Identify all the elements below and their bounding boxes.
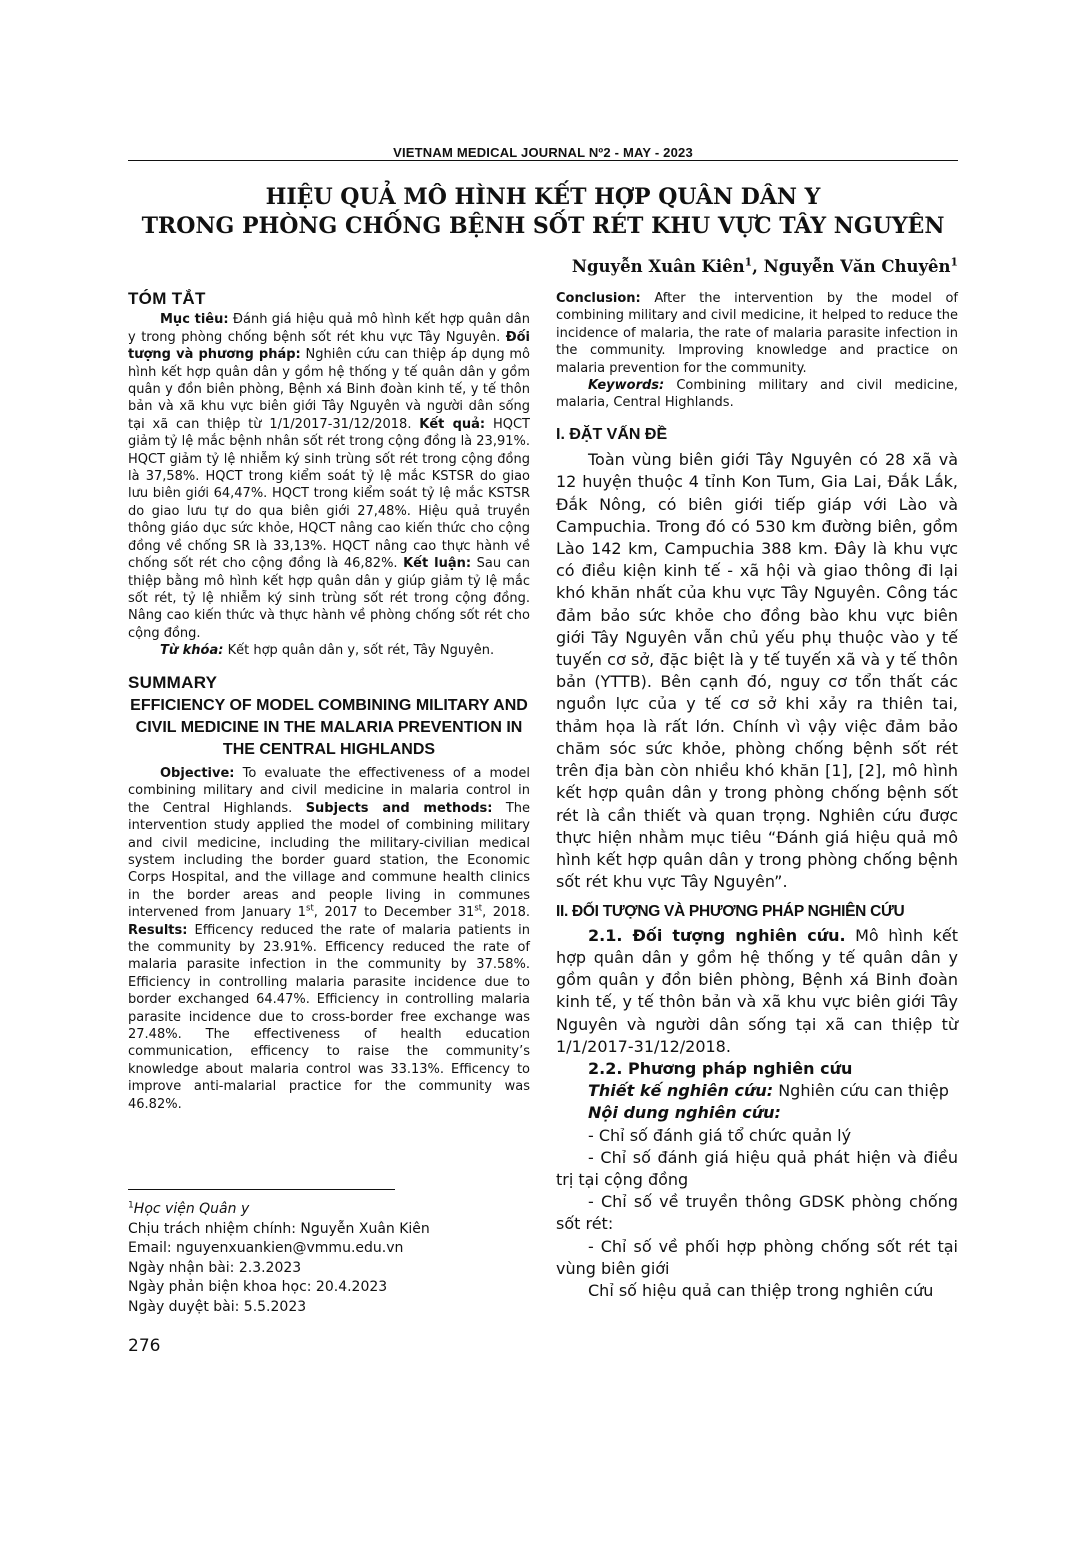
- footnote-rule: [128, 1189, 395, 1190]
- keywords-en: [556, 377, 958, 412]
- subsection-2-2-heading: [556, 1058, 958, 1080]
- section-1-body: Toàn vùng biên giới Tây Nguyên có 28 xã và 12 huyện thuộc 4 tỉnh Kon Tum, Gia Lai, Đắk Lắk, Đắk Nông, có biên giới tiếp giáp với Lào và Campuchia. Trong đó có 530 km đường biên, gồm Lào 142 km, Campuchia 388 km. Đây là khu vực có điều kiện kinh tế - xã hội và giao thông đi lại khó khăn nhất của khu vực Tây Nguyên. Công tác đảm bảo sức khỏe cho đồng bào khu vực biên giới Tây Nguyên vẫn chủ yếu phụ thuộc vào y tế tuyến cơ sở, đặc biệt là y tế tuyến xã và y tế thôn bản (YTTB). Bên cạnh đó, nguy cơ tổn thất các nguồn lực của y tế cơ sở khi xảy ra thiên tai, thảm họa là rất lớn. Chính vì vậy việc đảm bảo chăm sóc sức khỏe, phòng chống bệnh sốt rét trên địa bàn còn nhiều khó khăn [1], [2], mô hình kết hợp quân dân y trong phòng chống bệnh sốt rét là cần thiết và quan trọng. Nghiên cứu được thực hiện nhằm mục tiêu “Đánh giá hiệu quả mô hình kết hợp quân dân y trong phòng chống bệnh sốt rét khu vực Tây Nguyên”.: [556, 450, 958, 892]
- methods-label-vi: Đối tượng và phương pháp:: [128, 329, 530, 363]
- section-2-heading: II. ĐỐI TƯỢNG VÀ PHƯƠNG PHÁP NGHIÊN CỨU: [556, 903, 905, 921]
- article-title: [128, 183, 958, 241]
- content-item-2: - Chỉ số đánh giá hiệu quả phát hiện và điều trị tại cộng đồng: [556, 1147, 958, 1189]
- affiliation-footnote: [128, 1200, 548, 1220]
- methods-text-en-2: , 2017 to December 31: [313, 905, 475, 921]
- indicator-line: Chỉ số hiệu quả can thiệp trong nghiên cứu: [588, 1280, 934, 1300]
- subsection-2-1: [556, 925, 958, 1058]
- objective-label-vi: Mục tiêu:: [160, 312, 229, 328]
- corresponding-author: Chịu trách nhiệm chính: Nguyễn Xuân Kiên: [128, 1220, 430, 1237]
- results-label-vi: Kết quả:: [419, 416, 486, 432]
- right-column: [556, 290, 958, 1302]
- keywords-label-en: Keywords:: [588, 378, 665, 394]
- methods-text-en: The intervention study applied the model of combining military and civil medicine, including the military-civilian medical system including the border guard station, the Economic Corps Hospital, and the village and commune health clinics in the border areas and people living in communes intervened from January 1: [128, 800, 531, 921]
- subsection-2-1-label: 2.1. Đối tượng nghiên cứu.: [588, 925, 846, 945]
- content-item-1: - Chỉ số đánh giá tổ chức quản lý: [588, 1125, 852, 1145]
- keywords-vi: [128, 642, 530, 659]
- author-1: Nguyễn Xuân Kiên: [571, 257, 745, 276]
- objective-label-en: Objective:: [160, 765, 235, 781]
- content-item-4: - Chỉ số về phối hợp phòng chống sốt rét tại vùng biên giới: [556, 1236, 958, 1278]
- conclusion-text-en: After the intervention by the model of combining military and civil medicine, it helped to reduce the incidence of malaria, the rate of malaria parasite infection in the community. Improving knowledge and practice on malaria prevention for the community.: [556, 291, 958, 376]
- methods-label-en: Subjects and methods:: [305, 800, 493, 816]
- design-label: Thiết kế nghiên cứu:: [588, 1081, 774, 1101]
- conclusion-label-en: Conclusion:: [556, 291, 641, 306]
- author-2: Nguyễn Văn Chuyên: [763, 257, 951, 276]
- content-line: [556, 1102, 958, 1124]
- date-ordinal-1: st: [306, 902, 314, 913]
- objective-text-vi: Đánh giá hiệu quả mô hình kết hợp quân dân y trong phòng chống bệnh sốt rét khu vực Tây Nguyên.: [128, 312, 530, 345]
- design-line: [556, 1080, 958, 1102]
- review-date: Ngày phản biện khoa học: 20.4.2023: [128, 1279, 388, 1296]
- design-text: Nghiên cứu can thiệp: [773, 1081, 949, 1101]
- footnotes: [128, 1200, 548, 1318]
- date-ordinal-2: st: [474, 902, 483, 913]
- content-item-3: - Chỉ số về truyền thông GDSK phòng chống sốt rét:: [556, 1192, 958, 1234]
- keywords-text-vi: Kết hợp quân dân y, sốt rét, Tây Nguyên.: [223, 643, 495, 659]
- subsection-2-2-label: 2.2. Phương pháp nghiên cứu: [588, 1058, 853, 1078]
- left-column: [128, 290, 530, 1113]
- keywords-label-vi: Từ khóa:: [160, 643, 224, 659]
- abstract-vi-heading: TÓM TẮT: [128, 289, 206, 308]
- author-list: [572, 257, 958, 276]
- received-date: Ngày nhận bài: 2.3.2023: [128, 1259, 302, 1276]
- subsection-2-1-text: Mô hình kết hợp quân dân y gồm hệ thống y tế quân dân y gồm quân y đồn biên phòng, Bệnh xá Binh đoàn kinh tế, y tế thôn bản và xã khu vực biên giới Tây Nguyên và người dân sống tại xã can thiệp từ 1/1/2017-31/12/2018.: [556, 925, 959, 1056]
- accepted-date: Ngày duyệt bài: 5.5.2023: [128, 1298, 307, 1315]
- keywords-text-en: Combining military and civil medicine, malaria, Central Highlands.: [556, 378, 958, 411]
- results-label-en: Results:: [128, 922, 188, 938]
- objective-text-en: To evaluate the effectiveness of a model combining military and civil medicine in malaria control in the Central Highlands.: [128, 765, 530, 816]
- author-1-affil: 1: [744, 255, 753, 269]
- results-text-vi: HQCT giảm tỷ lệ mắc bệnh nhân sốt rét trong cộng đồng là 23,91%. HQCT giảm tỷ lệ nhiễm ký sinh trùng sốt rét trong cộng đồng là 37,58%. HQCT trong kiểm soát tỷ lệ mắc KSTSR do giao lưu biên giới 64,47%. HQCT trong kiểm soát tỷ lệ mắc KSTSR do giao lưu tự do qua biên giới 27,48%. Hiệu quả truyền thông giáo dục sức khỏe, HQCT nâng cao kiến thức cho cộng đồng về chống SR là 33,13%. HQCT nâng cao thực hành về chống sốt rét cho cộng đồng là 46,82%.: [128, 416, 530, 572]
- summary-body: [128, 765, 530, 1113]
- author-separator: ,: [752, 257, 764, 276]
- title-line-2: TRONG PHÒNG CHỐNG BỆNH SỐT RÉT KHU VỰC TÂY NGUYÊN: [141, 213, 945, 239]
- results-text-en: Efficency reduced the rate of malaria patients in the community by 23.91%. Efficency reduced the rate of malaria parasite infection in the community by 37.58%. Efficiency in controlling malaria parasite incidence due to border exchanged 64.47%. Efficiency in controlling malaria parasite incidence due to cross-border free exchange was 27.48%. The effectiveness of health education communication, efficency to raise the community’s knowledge about malaria control was 33.13%. Efficency to improve anti-malarial practice for the community was 46.82%.: [128, 922, 530, 1112]
- journal-header: VIETNAM MEDICAL JOURNAL Nº2 - MAY - 2023: [393, 145, 693, 160]
- methods-text-vi: Nghiên cứu can thiệp áp dụng mô hình kết hợp quân dân y gồm hệ thống y tế quân dân y gồm quân y đồn biên phòng, Bệnh xá Binh đoàn kinh tế, y tế thôn bản và xã khu vực biên giới Tây Nguyên và người dân sống tại xã can thiệp từ 1/1/2017-31/12/2018.: [128, 347, 530, 432]
- summary-conclusion: [556, 290, 958, 377]
- affiliation-text: Học viện Quân y: [133, 1201, 250, 1217]
- conclusion-text-vi: Sau can thiệp bằng mô hình kết hợp quân dân y giúp giảm tỷ lệ mắc sốt rét, tỷ lệ nhiễm ký sinh trùng sốt rét trong cộng đồng. Nâng cao kiến thức và thực hành về phòng chống sốt rét cho cộng đồng.: [128, 556, 530, 641]
- summary-title: EFFICIENCY OF MODEL COMBINING MILITARY AND CIVIL MEDICINE IN THE MALARIA PREVENTION IN THE CENTRAL HIGHLANDS: [130, 696, 528, 758]
- title-line-1: HIỆU QUẢ MÔ HÌNH KẾT HỢP QUÂN DÂN Y: [265, 184, 821, 210]
- page-number: 276: [128, 1336, 161, 1356]
- author-2-affil: 1: [950, 255, 958, 269]
- affiliation-mark: 1: [128, 1200, 134, 1211]
- author-email: Email: nguyenxuankien@vmmu.edu.vn: [128, 1240, 404, 1257]
- summary-heading: SUMMARY: [128, 672, 218, 692]
- methods-text-en-3: , 2018.: [482, 905, 530, 921]
- content-label: Nội dung nghiên cứu:: [588, 1103, 781, 1123]
- conclusion-label-vi: Kết luận:: [403, 556, 472, 572]
- section-1-heading: I. ĐẶT VẤN ĐỀ: [556, 425, 668, 443]
- abstract-vi-body: [128, 311, 530, 642]
- header-rule: [128, 160, 958, 161]
